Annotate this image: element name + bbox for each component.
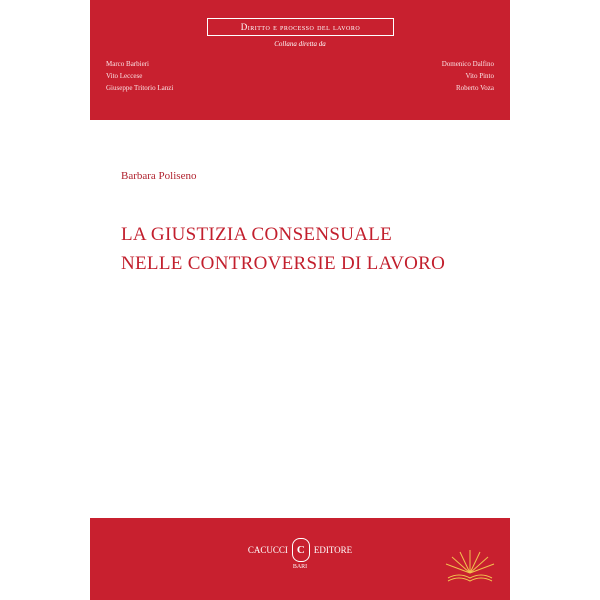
- series-title: Diritto e processo del lavoro: [207, 18, 394, 36]
- series-editors-right: [442, 58, 494, 94]
- open-book-rays-icon: [430, 528, 510, 588]
- editor-name: Giuseppe Tritorio Lanzi: [106, 84, 174, 92]
- book-title-line: NELLE CONTROVERSIE DI LAVORO: [121, 253, 446, 274]
- editor-name: Roberto Voza: [455, 84, 494, 92]
- editor-name: Domenico Dalfino: [441, 60, 494, 68]
- editor-name: Marco Barbieri: [106, 60, 149, 68]
- book-author: Barbara Poliseno: [121, 170, 197, 182]
- book-title-line: LA GIUSTIZIA CONSENSUALE: [121, 224, 393, 245]
- publisher-city: BARI: [292, 564, 308, 570]
- editor-name: Vito Leccese: [106, 72, 143, 80]
- series-directed-by: Collana diretta da: [274, 40, 326, 48]
- cover-top-band: [90, 0, 510, 120]
- publisher-name-right: EDITORE: [313, 545, 353, 555]
- book-cover: [90, 0, 510, 600]
- book-title: [121, 220, 445, 278]
- series-editors-left: [106, 58, 173, 94]
- publisher-name-left: CACUCCI: [247, 545, 288, 555]
- publisher-mark-icon: C: [292, 538, 310, 562]
- editor-name: Vito Pinto: [465, 72, 494, 80]
